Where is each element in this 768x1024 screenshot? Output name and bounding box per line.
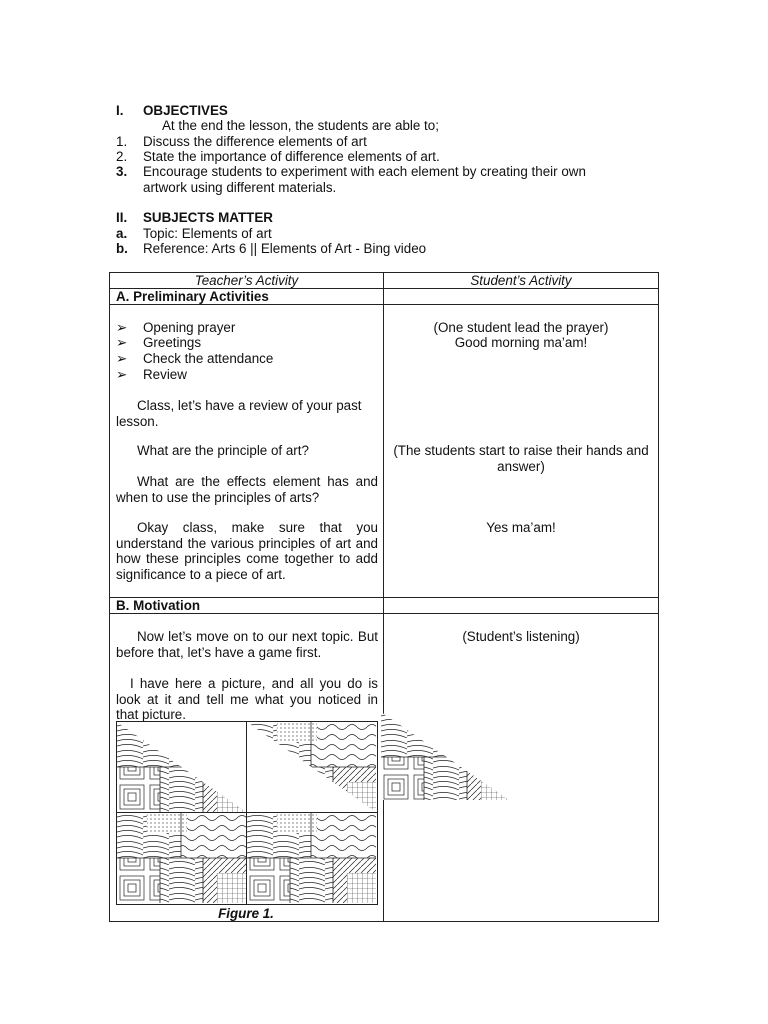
objective-item-continued: artwork using different materials. bbox=[143, 180, 337, 195]
objective-item: State the importance of difference elements of art. bbox=[143, 149, 440, 164]
activity-attendance: Check the attendance bbox=[143, 351, 274, 366]
subject-reference: Reference: Arts 6 || Elements of Art - Bing video bbox=[143, 241, 427, 256]
teacher-picture-text: I have here a picture, and all you do is look at it and tell me what you noticed in that picture. bbox=[116, 676, 378, 722]
student-greeting: Good morning ma’am! bbox=[454, 335, 588, 350]
student-prayer: (One student lead the prayer) bbox=[433, 320, 609, 335]
student-activity-header: Student’s Activity bbox=[470, 273, 572, 288]
student-yes: Yes ma’am! bbox=[486, 520, 556, 535]
teacher-activity-header: Teacher’s Activity bbox=[194, 273, 299, 288]
activity-greetings: Greetings bbox=[143, 335, 202, 350]
subject-topic: Topic: Elements of art bbox=[143, 226, 272, 241]
objective-num: 3. bbox=[116, 164, 128, 179]
objective-item: Discuss the difference elements of art bbox=[143, 134, 367, 149]
teacher-move-on-text: Now let’s move on to our next topic. But before that, let’s have a game first. bbox=[116, 629, 378, 660]
activity-review: Review bbox=[143, 367, 187, 382]
figure-caption: Figure 1. bbox=[218, 906, 274, 921]
teacher-effects-question: What are the effects element has and when to use the principles of arts? bbox=[116, 474, 378, 505]
bullet-icon: ➢ bbox=[116, 320, 128, 335]
section-b-title: B. Motivation bbox=[116, 598, 201, 613]
subject-heading: SUBJECTS MATTER bbox=[143, 210, 273, 225]
objective-item: Encourage students to experiment with each element by creating their own bbox=[143, 164, 586, 179]
subject-roman: II. bbox=[116, 210, 128, 225]
bullet-icon: ➢ bbox=[116, 335, 128, 350]
bullet-icon: ➢ bbox=[116, 367, 128, 382]
student-raise-hands: (The students start to raise their hands and answer) bbox=[393, 443, 649, 474]
objective-num: 1. bbox=[116, 134, 128, 149]
teacher-review-text: Class, let’s have a review of your past lesson. bbox=[116, 398, 362, 429]
section-a-title: A. Preliminary Activities bbox=[116, 289, 269, 304]
activity-opening-prayer: Opening prayer bbox=[143, 320, 236, 335]
objectives-heading: OBJECTIVES bbox=[143, 103, 228, 118]
subject-letter: a. bbox=[116, 226, 128, 241]
teacher-principle-question: What are the principle of art? bbox=[137, 443, 309, 458]
bullet-icon: ➢ bbox=[116, 351, 128, 366]
objectives-intro: At the end the lesson, the students are able to; bbox=[162, 118, 439, 133]
teacher-okay-text: Okay class, make sure that you understand the various principles of art and how these principles come together to add significance to a piece of art. bbox=[116, 520, 378, 582]
objective-num: 2. bbox=[116, 149, 128, 164]
subject-letter: b. bbox=[116, 241, 128, 256]
student-listening: (Student’s listening) bbox=[462, 629, 580, 644]
objectives-roman: I. bbox=[116, 103, 124, 118]
